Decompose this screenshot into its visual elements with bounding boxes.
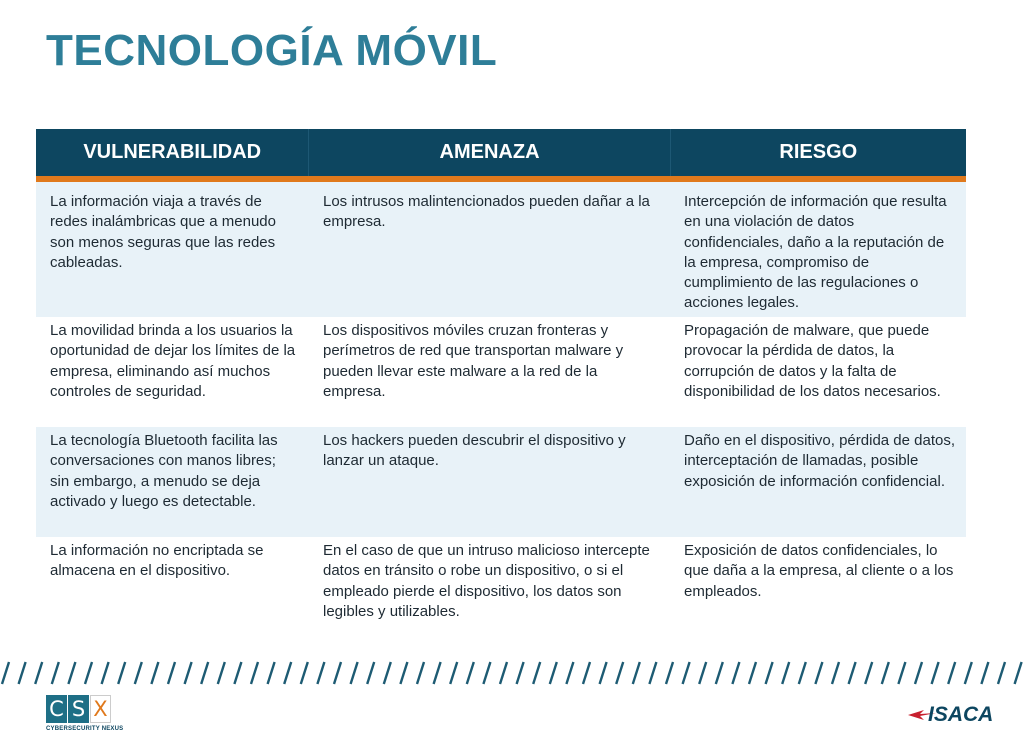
stripe-mark [716, 662, 723, 684]
stripe-mark [832, 662, 839, 684]
csx-tagline: CYBERSECURITY NEXUS [46, 726, 124, 732]
stripe-mark [400, 662, 407, 684]
stripe-mark [151, 662, 158, 684]
stripe-mark [2, 662, 9, 684]
table-row [36, 182, 966, 317]
cell-threat: Los dispositivos móviles cruzan fronteras y perímetros de red que transportan malware y pueden llevar este malware a la red de la empresa. [323, 322, 624, 400]
table-row [36, 537, 966, 649]
cell-vulnerability: La información no encriptada se almacena en el dispositivo. [50, 542, 264, 580]
stripe-mark [251, 662, 258, 684]
stripe-mark [583, 662, 590, 684]
stripe-mark [234, 662, 241, 684]
stripe-mark [52, 662, 59, 684]
stripe-mark [683, 662, 690, 684]
stripe-mark [1015, 662, 1022, 684]
stripe-mark [533, 662, 540, 684]
stripe-mark [882, 662, 889, 684]
stripe-mark [749, 662, 756, 684]
stripe-mark [168, 662, 175, 684]
header-vulnerabilidad: VULNERABILIDAD [36, 129, 309, 176]
stripe-mark [334, 662, 341, 684]
stripe-mark [135, 662, 142, 684]
stripe-mark [981, 662, 988, 684]
stripe-mark [450, 662, 457, 684]
stripe-mark [633, 662, 640, 684]
stripe-mark [268, 662, 275, 684]
table-row [36, 317, 966, 427]
stripe-mark [948, 662, 955, 684]
stripe-mark [417, 662, 424, 684]
stripe-mark [301, 662, 308, 684]
isaca-logo [906, 698, 1002, 728]
stripe-mark [317, 662, 324, 684]
stripe-mark [550, 662, 557, 684]
stripe-mark [766, 662, 773, 684]
stripe-mark [732, 662, 739, 684]
stripe-mark [19, 662, 26, 684]
header-riesgo: RIESGO [779, 141, 858, 163]
stripe-mark [915, 662, 922, 684]
stripe-mark [218, 662, 225, 684]
stripe-mark [517, 662, 524, 684]
stripe-mark [865, 662, 872, 684]
stripe-mark [898, 662, 905, 684]
table-header [36, 129, 966, 182]
stripe-pattern [0, 660, 1024, 686]
stripe-mark [600, 662, 607, 684]
stripe-mark [351, 662, 358, 684]
stripe-mark [85, 662, 92, 684]
stripe-mark [965, 662, 972, 684]
cell-risk: Intercepción de información que resulta en una violación de datos confidenciales, daño a la reputación de la empresa, compromiso de cumplimiento de las regulaciones o acciones legales. [684, 193, 947, 312]
stripe-mark [185, 662, 192, 684]
stripe-mark [434, 662, 441, 684]
cell-threat: En el caso de que un intruso malicioso intercepte datos en tránsito o robe un dispositivo, o si el empleado pierde el dispositivo, los datos son legibles y utilizables. [323, 542, 650, 620]
table-row [36, 427, 966, 537]
stripe-mark [932, 662, 939, 684]
cell-vulnerability: La información viaja a través de redes inalámbricas que a menudo son menos seguras que las redes cableadas. [50, 193, 276, 271]
page-title: TECNOLOGÍA MÓVIL [46, 26, 498, 75]
stripe-mark [849, 662, 856, 684]
stripe-mark [566, 662, 573, 684]
cell-vulnerability: La tecnología Bluetooth facilita las conversaciones con manos libres; sin embargo, a menudo se deja activado y luego es detectable. [50, 432, 278, 510]
stripe-mark [616, 662, 623, 684]
cell-risk: Exposición de datos confidenciales, lo que daña a la empresa, al cliente o a los empleados. [684, 542, 954, 600]
risk-table [36, 129, 966, 649]
stripe-mark [384, 662, 391, 684]
stripe-mark [699, 662, 706, 684]
cell-risk: Propagación de malware, que puede provocar la pérdida de datos, la corrupción de datos y la falta de disponibilidad de los datos necesarios. [684, 322, 941, 400]
stripe-mark [102, 662, 109, 684]
stripe-mark [118, 662, 125, 684]
stripe-mark [500, 662, 507, 684]
csx-logo [46, 695, 124, 741]
csx-logo-letter-c: C [46, 695, 67, 723]
stripe-mark [35, 662, 42, 684]
cell-risk: Daño en el dispositivo, pérdida de datos, interceptación de llamadas, posible exposición de información confidencial. [684, 432, 956, 490]
header-amenaza: AMENAZA [309, 129, 670, 176]
stripe-mark [666, 662, 673, 684]
decorative-stripe-band [0, 660, 1024, 686]
stripe-mark [782, 662, 789, 684]
stripe-mark [284, 662, 291, 684]
stripe-mark [815, 662, 822, 684]
stripe-mark [467, 662, 474, 684]
stripe-mark [68, 662, 75, 684]
csx-logo-letter-x: X [90, 695, 111, 723]
cell-threat: Los hackers pueden descubrir el dispositivo y lanzar un ataque. [323, 432, 626, 470]
csx-logo-letter-s: S [68, 695, 89, 723]
stripe-mark [998, 662, 1005, 684]
stripe-mark [201, 662, 208, 684]
cell-vulnerability: La movilidad brinda a los usuarios la oportunidad de dejar los límites de la empresa, eliminando así muchos controles de seguridad. [50, 322, 296, 400]
isaca-logo-text: ISACA [928, 703, 994, 726]
stripe-mark [367, 662, 374, 684]
stripe-mark [799, 662, 806, 684]
stripe-mark [483, 662, 490, 684]
stripe-mark [649, 662, 656, 684]
cell-threat: Los intrusos malintencionados pueden dañar a la empresa. [323, 193, 650, 231]
